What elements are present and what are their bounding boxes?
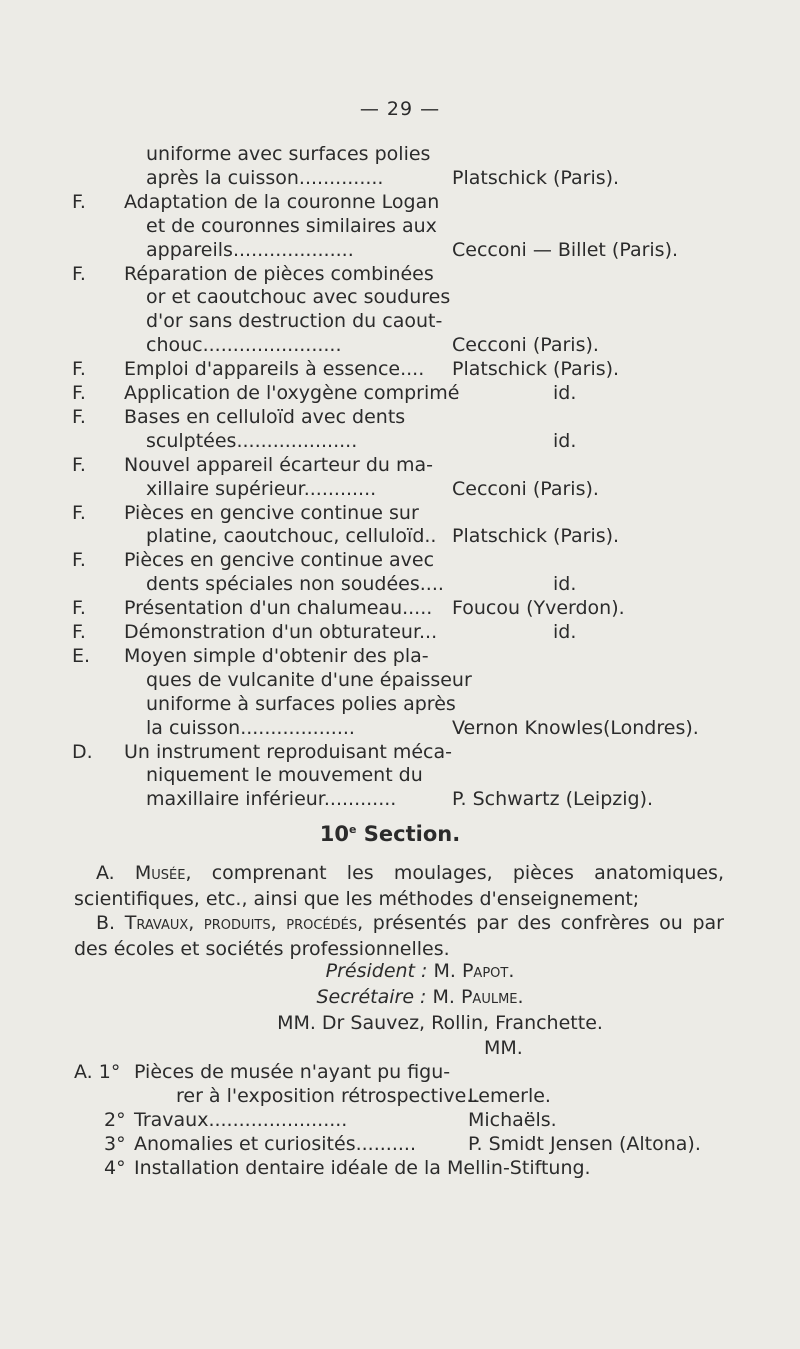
entry-description: et de couronnes similaires aux bbox=[146, 214, 437, 237]
entry-description: Pièces en gencive continue avec bbox=[124, 549, 435, 572]
entry-exhibitor: id. bbox=[553, 573, 577, 596]
entry-code: F. bbox=[72, 190, 86, 213]
entry-description: uniforme à surfaces polies après bbox=[146, 692, 456, 715]
entry-description: Application de l'oxygène comprimé bbox=[124, 382, 460, 404]
entry-code: F. bbox=[72, 382, 86, 404]
para-a-smallcaps: Musée bbox=[134, 862, 186, 884]
entry-exhibitor: Platschick (Paris). bbox=[452, 525, 620, 548]
entry-code: 2° bbox=[104, 1108, 126, 1131]
entry-exhibitor: id. bbox=[553, 621, 577, 643]
para-a-lead: A. bbox=[96, 862, 135, 884]
entry-code: 4° bbox=[104, 1156, 126, 1179]
entry-description: or et caoutchouc avec soudures bbox=[146, 286, 451, 309]
entry-description: Anomalies et curiosités.......... bbox=[134, 1132, 416, 1155]
entry-exhibitor: Platschick (Paris). bbox=[452, 166, 620, 189]
entry-description: chouc....................... bbox=[146, 334, 342, 357]
entry-exhibitor: id. bbox=[553, 429, 577, 452]
entry-description: maxillaire inférieur............ bbox=[146, 788, 397, 811]
entry-description: après la cuisson.............. bbox=[146, 166, 384, 189]
entry-description: uniforme avec surfaces polies bbox=[146, 143, 431, 165]
president-line bbox=[0, 960, 800, 982]
entry-description: Emploi d'appareils à essence.... bbox=[124, 358, 425, 381]
entry-exhibitor: id. bbox=[553, 382, 577, 404]
para-a-text: , comprenant les moulages, pièces anatomiques, scientifiques, etc., ainsi que les méthodes d'enseignement; bbox=[74, 862, 724, 910]
entry-description: la cuisson................... bbox=[146, 716, 355, 739]
para-b-smallcaps: Travaux, produits, procédés bbox=[124, 912, 358, 934]
entry-description: xillaire supérieur............ bbox=[146, 477, 377, 500]
president-name: M. Papot. bbox=[433, 960, 515, 982]
entry-description: rer à l'exposition rétrospective.. bbox=[176, 1084, 479, 1107]
para-b-text: , présentés par des confrères ou par des écoles et sociétés professionnelles. bbox=[74, 912, 724, 960]
entry-description: platine, caoutchouc, celluloïd.. bbox=[146, 525, 437, 548]
entry-description: Présentation d'un chalumeau..... bbox=[124, 597, 433, 620]
paragraph-a bbox=[74, 860, 724, 912]
secretaire-line bbox=[0, 986, 800, 1008]
entry-exhibitor: Vernon Knowles(Londres). bbox=[452, 716, 699, 739]
entry-code: F. bbox=[72, 453, 86, 476]
entry-exhibitor: Cecconi (Paris). bbox=[452, 334, 599, 357]
page-number: — 29 — bbox=[359, 98, 441, 120]
entry-description: sculptées.................... bbox=[146, 429, 358, 452]
entry-exhibitor: P. Schwartz (Leipzig). bbox=[452, 788, 654, 811]
entry-description: Travaux....................... bbox=[134, 1108, 348, 1131]
entry-exhibitor: Cecconi (Paris). bbox=[452, 477, 599, 500]
entry-description: ques de vulcanite d'une épaisseur bbox=[146, 668, 472, 691]
entry-description: Bases en celluloïd avec dents bbox=[124, 405, 406, 428]
president-label: Président : bbox=[325, 960, 428, 982]
entry-description: appareils.................... bbox=[146, 238, 354, 261]
entry-exhibitor: Foucou (Yverdon). bbox=[452, 597, 625, 620]
entry-code: 3° bbox=[104, 1132, 126, 1155]
section-title: 10e Section. bbox=[319, 822, 461, 846]
entry-description: dents spéciales non soudées.... bbox=[146, 573, 444, 596]
entry-code: F. bbox=[72, 358, 86, 381]
entry-description: d'or sans destruction du caout- bbox=[146, 310, 443, 333]
members-line: MM. Dr Sauvez, Rollin, Franchette. bbox=[277, 1012, 603, 1034]
entry-code: F. bbox=[72, 597, 86, 620]
entry-code: F. bbox=[72, 262, 86, 285]
entry-description: Réparation de pièces combinées bbox=[124, 262, 434, 285]
entry-code: F. bbox=[72, 405, 86, 428]
mm-label: MM. bbox=[484, 1037, 523, 1059]
entry-description: Démonstration d'un obturateur... bbox=[124, 621, 438, 643]
entry-description: niquement le mouvement du bbox=[146, 764, 423, 787]
entry-exhibitor: Cecconi — Billet (Paris). bbox=[452, 238, 679, 261]
entry-code: F. bbox=[72, 621, 86, 643]
secretaire-label: Secrétaire : bbox=[316, 986, 427, 1008]
entry-exhibitor: P. Smidt Jensen (Altona). bbox=[468, 1132, 701, 1155]
entry-description: Un instrument reproduisant méca- bbox=[124, 740, 453, 763]
entry-description: Nouvel appareil écarteur du ma- bbox=[124, 453, 433, 476]
entry-description: Installation dentaire idéale de la Mellin-Stiftung. bbox=[134, 1156, 591, 1179]
entry-code: A. 1° bbox=[74, 1061, 121, 1083]
entry-exhibitor: Platschick (Paris). bbox=[452, 358, 620, 381]
entry-description: Moyen simple d'obtenir des pla- bbox=[124, 644, 429, 667]
paragraph-b bbox=[74, 910, 724, 962]
entry-code: D. bbox=[72, 740, 93, 763]
entry-code: E. bbox=[72, 644, 91, 667]
para-b-lead: B. bbox=[96, 912, 125, 934]
secretaire-name: M. Paulme. bbox=[432, 986, 524, 1008]
entry-description: Adaptation de la couronne Logan bbox=[124, 190, 440, 213]
entry-exhibitor: Lemerle. bbox=[468, 1084, 551, 1107]
entry-description: Pièces de musée n'ayant pu figu- bbox=[134, 1061, 451, 1083]
entry-code: F. bbox=[72, 501, 86, 524]
entry-code: F. bbox=[72, 549, 86, 572]
entry-exhibitor: Michaëls. bbox=[468, 1108, 557, 1131]
entry-description: Pièces en gencive continue sur bbox=[124, 501, 419, 524]
